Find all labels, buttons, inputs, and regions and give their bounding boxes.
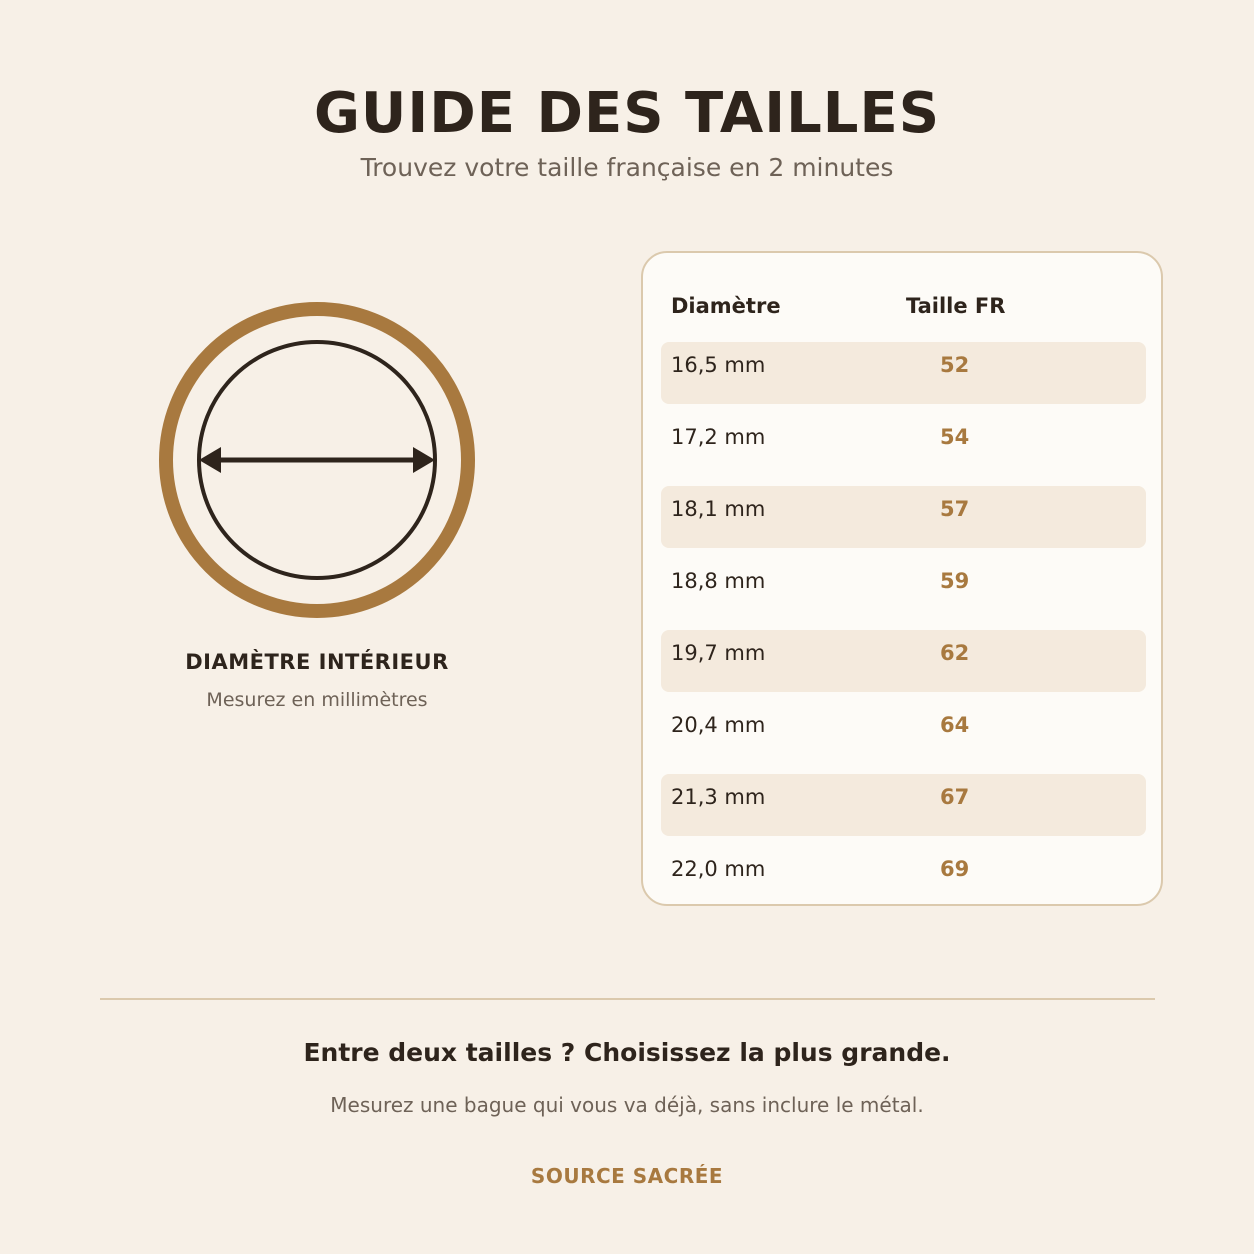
column-header-diameter: Diamètre	[671, 294, 781, 318]
diameter-cell: 20,4 mm	[671, 713, 766, 737]
diameter-cell: 16,5 mm	[671, 353, 766, 377]
page-subtitle: Trouvez votre taille française en 2 minutes	[360, 153, 894, 182]
size-cell: 57	[940, 497, 970, 521]
table-row	[661, 846, 1146, 908]
arrow-right-icon	[413, 447, 435, 473]
diameter-cell: 21,3 mm	[671, 785, 766, 809]
diameter-cell: 19,7 mm	[671, 641, 766, 665]
size-cell: 67	[940, 785, 970, 809]
table-row	[661, 558, 1146, 620]
size-cell: 59	[940, 569, 970, 593]
table-row	[661, 702, 1146, 764]
diagram-sublabel: Mesurez en millimètres	[206, 689, 428, 711]
table-row	[661, 414, 1146, 476]
ring-diameter-icon	[157, 300, 477, 620]
section-divider	[100, 998, 1155, 1000]
size-table-rows	[661, 342, 1146, 918]
diameter-cell: 22,0 mm	[671, 857, 766, 881]
sizing-note: Mesurez une bague qui vous va déjà, sans inclure le métal.	[330, 1093, 924, 1117]
table-row	[661, 630, 1146, 692]
size-cell: 62	[940, 641, 970, 665]
brand-name: SOURCE SACRÉE	[530, 1164, 724, 1188]
arrow-left-icon	[199, 447, 221, 473]
size-cell: 54	[940, 425, 970, 449]
diameter-cell: 17,2 mm	[671, 425, 766, 449]
table-row	[661, 774, 1146, 836]
diameter-cell: 18,1 mm	[671, 497, 766, 521]
table-row	[661, 486, 1146, 548]
size-cell: 52	[940, 353, 970, 377]
size-table-card	[641, 251, 1163, 906]
sizing-tip: Entre deux tailles ? Choisissez la plus grande.	[303, 1038, 951, 1067]
table-row	[661, 342, 1146, 404]
size-cell: 64	[940, 713, 970, 737]
diameter-cell: 18,8 mm	[671, 569, 766, 593]
column-header-size: Taille FR	[906, 294, 1006, 318]
size-cell: 69	[940, 857, 970, 881]
page-title: GUIDE DES TAILLES	[313, 81, 941, 146]
diagram-label: DIAMÈTRE INTÉRIEUR	[185, 650, 449, 674]
